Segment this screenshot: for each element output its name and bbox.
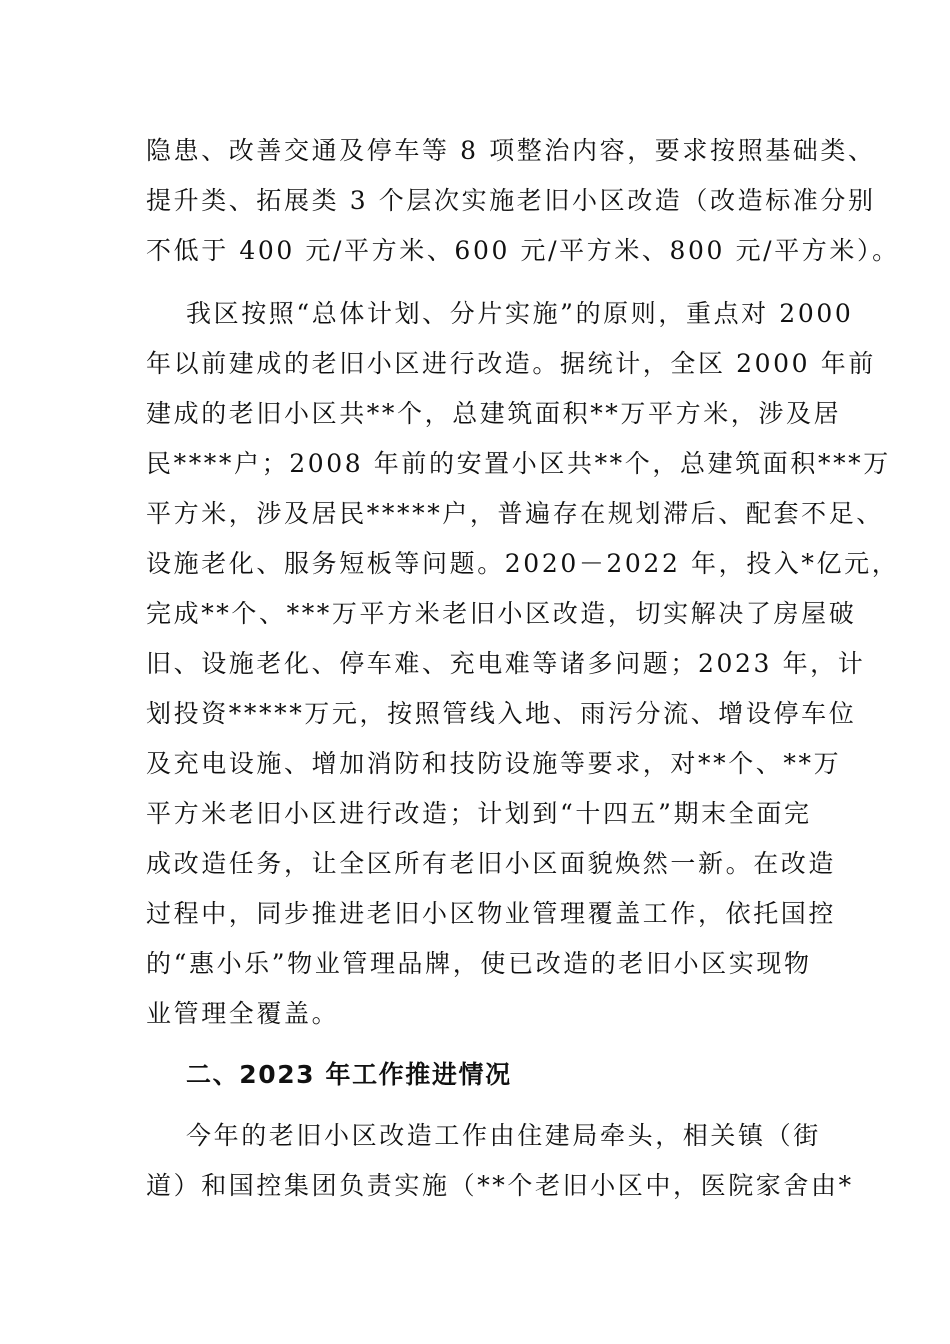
paragraph-1-line-1: 隐患、改善交通及停车等 8 项整治内容，要求按照基础类、 <box>146 136 876 165</box>
paragraph-2-line-15: 业管理全覆盖。 <box>146 999 340 1028</box>
paragraph-2-line-13: 过程中，同步推进老旧小区物业管理覆盖工作，依托国控 <box>146 899 837 928</box>
paragraph-3-line-1: 今年的老旧小区改造工作由住建局牵头，相关镇（街 <box>186 1121 821 1150</box>
paragraph-2-line-10: 及充电设施、增加消防和技防设施等要求，对**个、**万 <box>146 749 842 778</box>
paragraph-2-line-5: 平方米，涉及居民*****户，普遍存在规划滞后、配套不足、 <box>146 499 884 528</box>
paragraph-2-line-7: 完成**个、***万平方米老旧小区改造，切实解决了房屋破 <box>146 599 857 628</box>
paragraph-1-line-2: 提升类、拓展类 3 个层次实施老旧小区改造（改造标准分别 <box>146 186 876 215</box>
paragraph-2-line-12: 成改造任务，让全区所有老旧小区面貌焕然一新。在改造 <box>146 849 837 878</box>
paragraph-2-line-11: 平方米老旧小区进行改造；计划到“十四五”期末全面完 <box>146 799 812 828</box>
paragraph-1-line-3: 不低于 400 元/平方米、600 元/平方米、800 元/平方米）。 <box>146 236 900 265</box>
paragraph-2-line-4: 民****户；2008 年前的安置小区共**个，总建筑面积***万 <box>146 449 891 478</box>
paragraph-2-line-1: 我区按照“总体计划、分片实施”的原则，重点对 2000 <box>186 299 854 328</box>
paragraph-2-line-6: 设施老化、服务短板等问题。2020－2022 年，投入*亿元， <box>146 549 900 578</box>
section-heading: 二、2023 年工作推进情况 <box>186 1060 512 1089</box>
paragraph-2-line-8: 旧、设施老化、停车难、充电难等诸多问题；2023 年，计 <box>146 649 866 678</box>
paragraph-2-line-9: 划投资*****万元，按照管线入地、雨污分流、增设停车位 <box>146 699 857 728</box>
paragraph-2-line-3: 建成的老旧小区共**个，总建筑面积**万平方米，涉及居 <box>146 399 842 428</box>
paragraph-2-line-2: 年以前建成的老旧小区进行改造。据统计，全区 2000 年前 <box>146 349 876 378</box>
paragraph-2-line-14: 的“惠小乐”物业管理品牌，使已改造的老旧小区实现物 <box>146 949 812 978</box>
paragraph-3-line-2: 道）和国控集团负责实施（**个老旧小区中，医院家舍由* <box>146 1171 854 1200</box>
